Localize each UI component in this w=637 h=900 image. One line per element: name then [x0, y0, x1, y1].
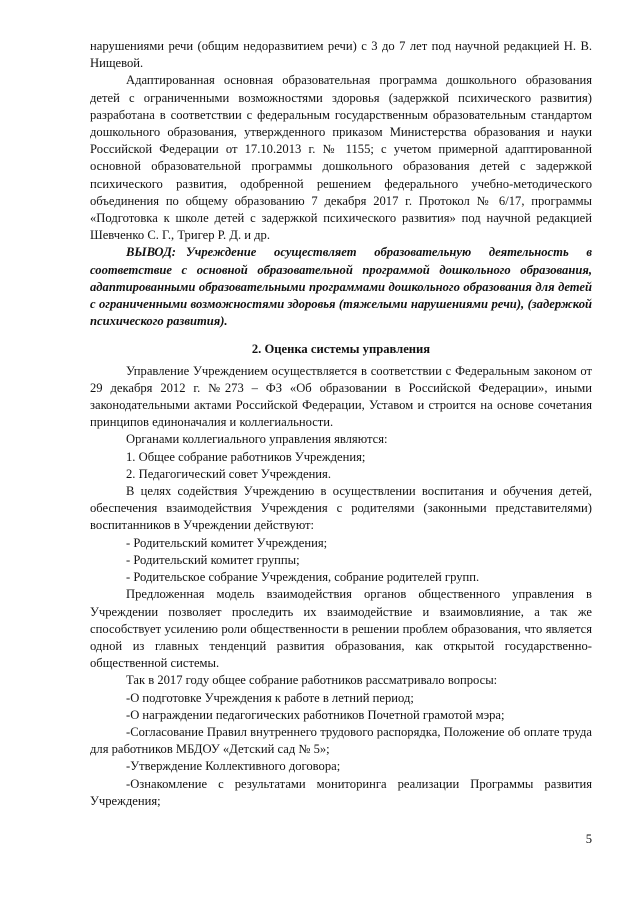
list-item-meeting: -Согласование Правил внутреннего трудового распорядка, Положение об оплате труда для работников МБДОУ «Детский сад № 5»; [90, 724, 592, 757]
list-item-meeting: -Ознакомление с результатами мониторинга реализации Программы развития Учреждения; [90, 776, 592, 808]
paragraph-intro-tail: нарушениями речи (общим недоразвитием речи) с 3 до 7 лет под научной редакцией Н. В. Нищевой. [90, 39, 592, 71]
paragraph-model: Предложенная модель взаимодействия органов общественного управления в Учреждении позволяет проследить их взаимодействие и взаимовлияние, а так же способствует усилению роли общественности в решении проблем образования, что является одной из главных тенденций развития образования, как открытой государственно-общественной системы. [90, 587, 592, 671]
conclusion-text: Учреждение осуществляет образовательную деятельность в соответствие с основной образовательной программой дошкольного образования, адаптированными образовательными программами дошкольного образования для детей с ограниченными возможностями здоровья (тяжелыми нарушениями речи), (задержкой психического развития). [90, 245, 592, 329]
conclusion-paragraph [90, 244, 592, 330]
section-heading: 2. Оценка системы управления [251, 342, 431, 357]
paragraph-collegial-intro: Органами коллегиального управления являются: [126, 432, 388, 447]
list-item-assistance: - Родительский комитет группы; [126, 552, 300, 567]
paragraph-assistance: В целях содействия Учреждению в осуществлении воспитания и обучения детей, обеспечения взаимодействия Учреждения с родителями (законными представителями) воспитанников в Учреждении действуют: [90, 484, 592, 533]
page-number: 5 [585, 832, 592, 846]
list-item-meeting: -Утверждение Коллективного договора; [126, 759, 341, 774]
list-item-collegial: 2. Педагогический совет Учреждения. [126, 466, 331, 481]
list-item-meeting: -О награждении педагогических работников Почетной грамотой мэра; [126, 707, 505, 722]
list-item-meeting: -О подготовке Учреждения к работе в летний период; [126, 690, 414, 705]
list-item-assistance: - Родительское собрание Учреждения, собрание родителей групп. [126, 570, 480, 585]
conclusion-label: ВЫВОД: [126, 245, 176, 260]
paragraph-meeting-intro: Так в 2017 году общее собрание работников рассматривало вопросы: [126, 673, 498, 688]
list-item-collegial: 1. Общее собрание работников Учреждения; [126, 449, 366, 464]
paragraph-management: Управление Учреждением осуществляется в соответствии с Федеральным законом от 29 декабря 2012 г. №273 – ФЗ «Об образовании в Российской Федерации», иными законодательными актами Российской Федерации, Уставом и строится на основе сочетания принципов единоначалия и коллегиальности. [90, 363, 592, 430]
document-page [90, 38, 592, 810]
paragraph-adapted-program: Адаптированная основная образовательная программа дошкольного образования детей с ограниченными возможностями здоровья (задержкой психического развития) разработана в соответствии с федеральным государственным образовательным стандартом дошкольного образования, утвержденного приказом Министерства образования и науки Российской Федерации от 17.10.2013 г. № 1155; с учетом примерной адаптированной основной образовательной программы дошкольного образования детей с задержкой психического развития, одобренной решением федерального учебно-методического объединения по общему образованию 7 декабря 2017 г. Протокол № 6/17, программы «Подготовка к школе детей с задержкой психического развития» под научной редакцией Шевченко С. Г., Тригер Р. Д. и др. [90, 73, 592, 243]
list-item-assistance: - Родительский комитет Учреждения; [126, 535, 328, 550]
